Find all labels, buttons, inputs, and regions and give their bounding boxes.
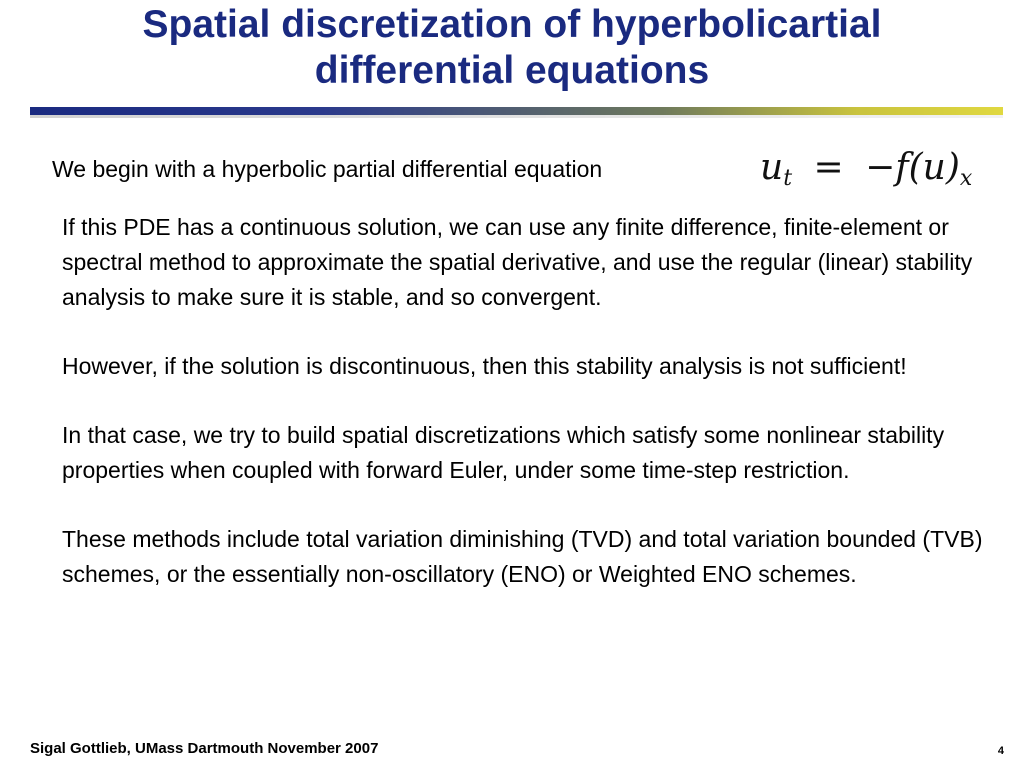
pde-equation [760,146,972,201]
paragraph-continuous: If this PDE has a continuous solution, we can use any finite difference, finite-element or spectral method to approximate the spatial derivative, and use the regular (linear) stability analysis to make sure it is stable, and so convergent. [62,214,973,310]
equation-lhs-var: u [760,147,784,188]
paragraph-methods: These methods include total variation diminishing (TVD) and total variation bounded (TVB) schemes, or the essentially non-oscillatory (ENO) or Weighted ENO schemes. [62,526,983,587]
title-line-1: Spatial discretization of hyperbolicartial [142,3,882,46]
intro-text: We begin with a hyperbolic partial differential equation [52,156,603,182]
equation-lhs-sub: t [783,166,793,191]
paragraph-nonlinear-stability: In that case, we try to build spatial discretizations which satisfy some nonlinear stability properties when coupled with forward Euler, under some time-step restriction. [62,422,945,483]
page-number: 4 [997,745,1004,757]
equation-rhs-sub: x [959,166,973,191]
slide-footer: Sigal Gottlieb, UMass Dartmouth November 2007 [30,740,379,757]
equation-rhs: −f(u) [865,147,960,188]
paragraph-discontinuous: However, if the solution is discontinuous, then this stability analysis is not sufficient! [62,353,907,379]
slide-title [20,2,1004,94]
equation-equals: = [813,147,844,188]
slide-body [62,210,992,626]
title-divider [30,107,1003,115]
title-line-2: differential equations [314,49,710,92]
